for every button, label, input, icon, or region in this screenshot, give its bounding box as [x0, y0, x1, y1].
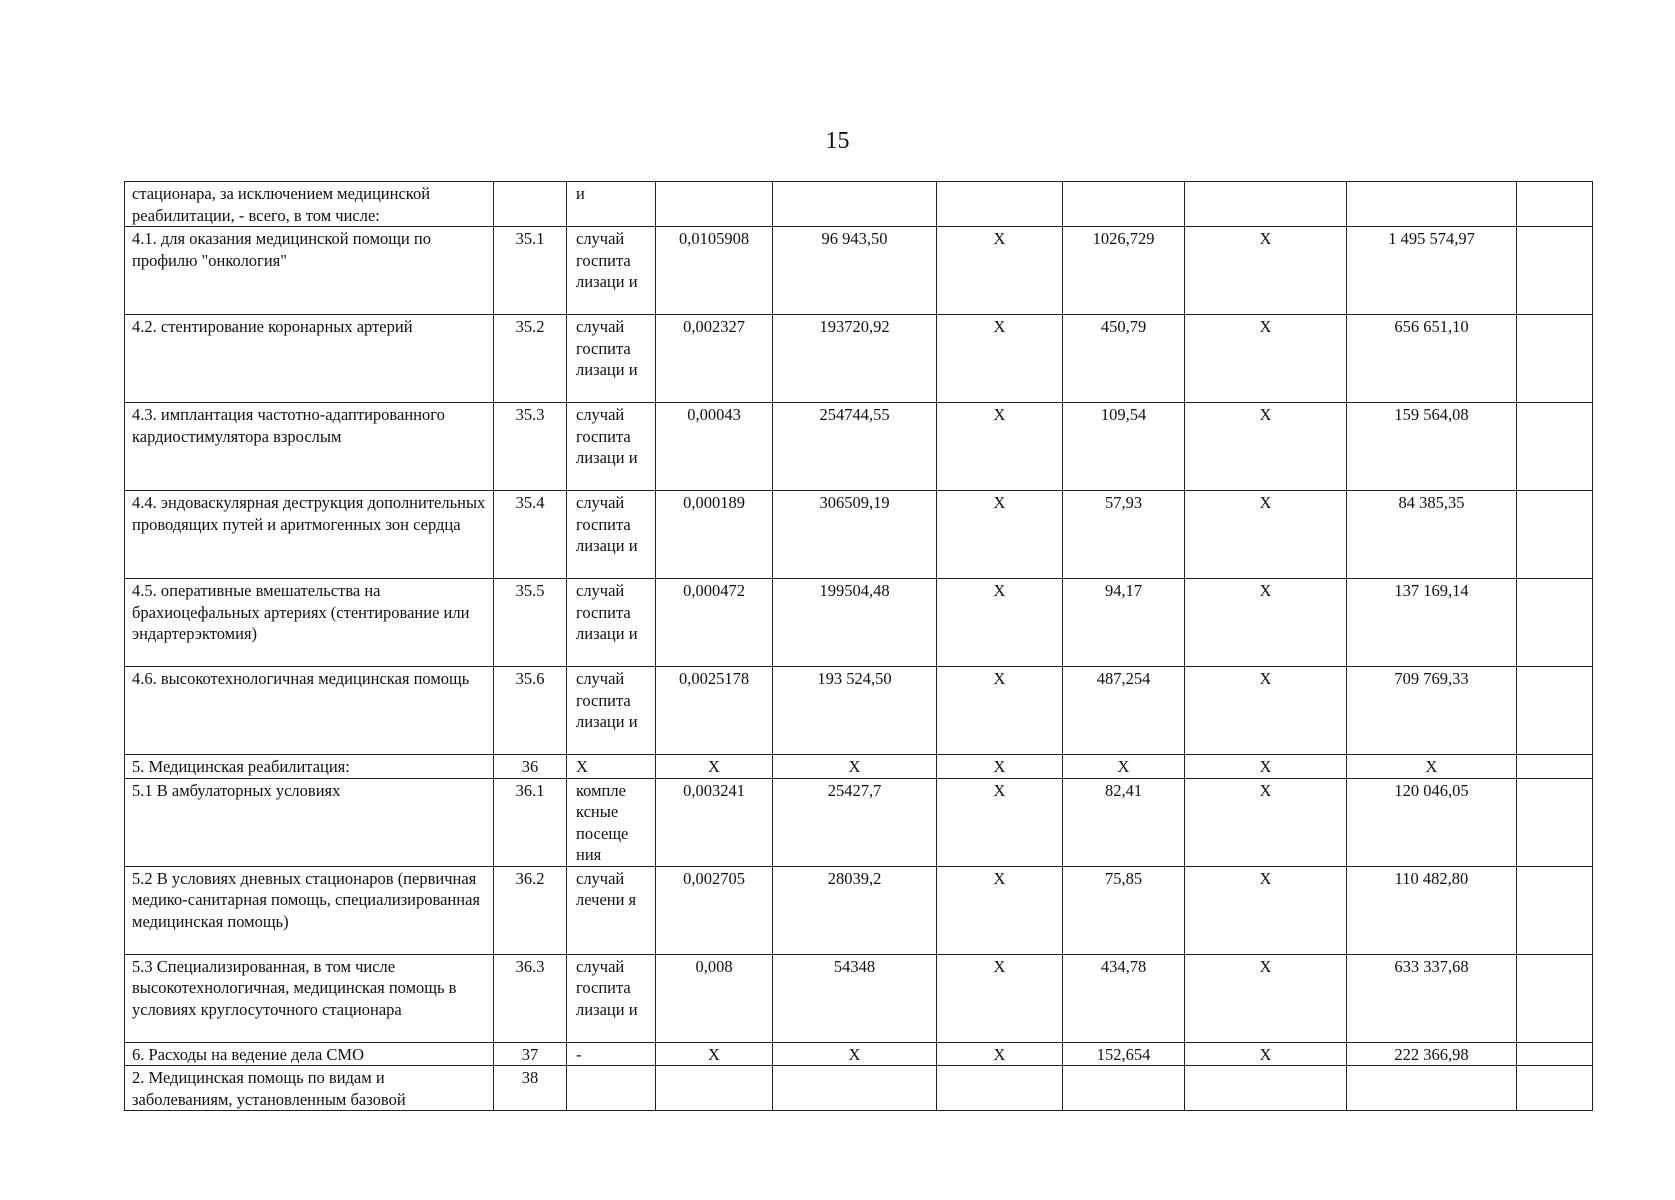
row-value-6: 84 385,35	[1347, 491, 1517, 579]
row-value-4: 82,41	[1063, 778, 1185, 866]
row-unit	[567, 1066, 656, 1111]
row-value-7	[1517, 315, 1593, 403]
row-value-6: 137 169,14	[1347, 579, 1517, 667]
row-value-5: Х	[1185, 1042, 1347, 1066]
row-unit: случай госпита лизаци и	[567, 227, 656, 315]
row-value-7	[1517, 866, 1593, 954]
row-name: 4.3. имплантация частотно-адаптированного кардиостимулятора взрослым	[125, 403, 494, 491]
row-value-4: 487,254	[1063, 667, 1185, 755]
row-value-4: 450,79	[1063, 315, 1185, 403]
row-name: 4.1. для оказания медицинской помощи по профилю "онкология"	[125, 227, 494, 315]
row-name: стационара, за исключением медицинской реабилитации, - всего, в том числе:	[125, 182, 494, 227]
row-code: 36	[494, 755, 567, 779]
row-name: 4.4. эндоваскулярная деструкция дополнительных проводящих путей и аритмогенных зон сердца	[125, 491, 494, 579]
row-value-6: Х	[1347, 755, 1517, 779]
page-number: 15	[825, 128, 850, 154]
row-name: 2. Медицинская помощь по видам и заболеваниям, установленным базовой	[125, 1066, 494, 1111]
row-code: 37	[494, 1042, 567, 1066]
row-value-5	[1185, 182, 1347, 227]
row-value-4: Х	[1063, 755, 1185, 779]
row-value-6: 159 564,08	[1347, 403, 1517, 491]
row-value-4	[1063, 1066, 1185, 1111]
row-code: 38	[494, 1066, 567, 1111]
row-name: 5.1 В амбулаторных условиях	[125, 778, 494, 866]
row-value-7	[1517, 954, 1593, 1042]
table-row	[125, 403, 1593, 491]
row-code	[494, 182, 567, 227]
row-value-1: 0,000189	[656, 491, 773, 579]
row-value-5: Х	[1185, 227, 1347, 315]
row-value-1: 0,0025178	[656, 667, 773, 755]
row-value-2: 306509,19	[773, 491, 937, 579]
row-value-7	[1517, 182, 1593, 227]
table-row	[125, 1066, 1593, 1111]
row-value-4: 75,85	[1063, 866, 1185, 954]
row-code: 36.2	[494, 866, 567, 954]
row-value-1: 0,00043	[656, 403, 773, 491]
table-row	[125, 866, 1593, 954]
row-value-6: 222 366,98	[1347, 1042, 1517, 1066]
tariff-table	[124, 181, 1593, 1111]
row-name: 5.3 Специализированная, в том числе высокотехнологичная, медицинская помощь в условиях круглосуточного стационара	[125, 954, 494, 1042]
row-value-1: 0,003241	[656, 778, 773, 866]
row-value-5: Х	[1185, 755, 1347, 779]
row-code: 35.5	[494, 579, 567, 667]
row-code: 36.3	[494, 954, 567, 1042]
row-value-7	[1517, 403, 1593, 491]
row-value-5: Х	[1185, 579, 1347, 667]
row-code: 35.4	[494, 491, 567, 579]
row-value-1	[656, 1066, 773, 1111]
row-value-4: 1026,729	[1063, 227, 1185, 315]
row-value-2: 28039,2	[773, 866, 937, 954]
row-value-1: Х	[656, 1042, 773, 1066]
row-value-2: 193 524,50	[773, 667, 937, 755]
row-name: 4.5. оперативные вмешательства на брахиоцефальных артериях (стентирование или эндартерэктомия)	[125, 579, 494, 667]
row-value-6	[1347, 1066, 1517, 1111]
row-value-7	[1517, 227, 1593, 315]
row-unit: случай госпита лизаци и	[567, 579, 656, 667]
row-value-3: Х	[937, 227, 1063, 315]
table-row	[125, 182, 1593, 227]
row-unit: -	[567, 1042, 656, 1066]
row-name: 5.2 В условиях дневных стационаров (первичная медико-санитарная помощь, специализированная медицинская помощь)	[125, 866, 494, 954]
row-value-7	[1517, 778, 1593, 866]
row-value-2: 96 943,50	[773, 227, 937, 315]
row-value-6: 633 337,68	[1347, 954, 1517, 1042]
row-unit: случай госпита лизаци и	[567, 954, 656, 1042]
row-value-3: Х	[937, 491, 1063, 579]
row-value-3	[937, 182, 1063, 227]
row-value-4: 152,654	[1063, 1042, 1185, 1066]
row-value-1: 0,002705	[656, 866, 773, 954]
row-code: 35.3	[494, 403, 567, 491]
row-value-2: Х	[773, 755, 937, 779]
row-value-6	[1347, 182, 1517, 227]
row-value-2: 193720,92	[773, 315, 937, 403]
row-value-4	[1063, 182, 1185, 227]
row-unit: случай лечени я	[567, 866, 656, 954]
row-value-1: Х	[656, 755, 773, 779]
row-value-3: Х	[937, 315, 1063, 403]
row-value-4: 434,78	[1063, 954, 1185, 1042]
row-value-2	[773, 1066, 937, 1111]
row-name: 4.6. высокотехнологичная медицинская помощь	[125, 667, 494, 755]
row-value-4: 57,93	[1063, 491, 1185, 579]
row-value-2: 254744,55	[773, 403, 937, 491]
row-name: 4.2. стентирование коронарных артерий	[125, 315, 494, 403]
row-name: 6. Расходы на ведение дела СМО	[125, 1042, 494, 1066]
row-value-1: 0,000472	[656, 579, 773, 667]
row-value-7	[1517, 667, 1593, 755]
row-value-2	[773, 182, 937, 227]
row-value-3: Х	[937, 403, 1063, 491]
row-unit: случай госпита лизаци и	[567, 315, 656, 403]
row-code: 35.6	[494, 667, 567, 755]
row-value-5: Х	[1185, 491, 1347, 579]
row-value-5: Х	[1185, 403, 1347, 491]
row-value-3: Х	[937, 778, 1063, 866]
row-value-2: 199504,48	[773, 579, 937, 667]
row-value-3: Х	[937, 866, 1063, 954]
table-row	[125, 491, 1593, 579]
row-value-2: 54348	[773, 954, 937, 1042]
row-value-7	[1517, 1042, 1593, 1066]
row-unit: Х	[567, 755, 656, 779]
row-value-3: Х	[937, 667, 1063, 755]
row-value-6: 120 046,05	[1347, 778, 1517, 866]
row-code: 35.2	[494, 315, 567, 403]
row-code: 36.1	[494, 778, 567, 866]
table-row	[125, 778, 1593, 866]
row-value-1: 0,008	[656, 954, 773, 1042]
row-value-1: 0,0105908	[656, 227, 773, 315]
table-row	[125, 315, 1593, 403]
row-value-4: 94,17	[1063, 579, 1185, 667]
row-unit: компле ксные посеще ния	[567, 778, 656, 866]
row-value-7	[1517, 1066, 1593, 1111]
table-row	[125, 954, 1593, 1042]
row-value-4: 109,54	[1063, 403, 1185, 491]
row-value-3	[937, 1066, 1063, 1111]
row-code: 35.1	[494, 227, 567, 315]
row-value-5: Х	[1185, 954, 1347, 1042]
table-row	[125, 579, 1593, 667]
row-unit: случай госпита лизаци и	[567, 491, 656, 579]
row-unit: случай госпита лизаци и	[567, 667, 656, 755]
row-value-5: Х	[1185, 866, 1347, 954]
row-value-3: Х	[937, 755, 1063, 779]
row-value-6: 110 482,80	[1347, 866, 1517, 954]
row-value-7	[1517, 491, 1593, 579]
row-value-6: 656 651,10	[1347, 315, 1517, 403]
row-name: 5. Медицинская реабилитация:	[125, 755, 494, 779]
row-value-2: 25427,7	[773, 778, 937, 866]
row-value-6: 709 769,33	[1347, 667, 1517, 755]
row-value-2: Х	[773, 1042, 937, 1066]
row-value-5: Х	[1185, 778, 1347, 866]
row-unit: и	[567, 182, 656, 227]
row-value-1: 0,002327	[656, 315, 773, 403]
row-value-7	[1517, 755, 1593, 779]
row-value-7	[1517, 579, 1593, 667]
table-row	[125, 667, 1593, 755]
row-value-3: Х	[937, 954, 1063, 1042]
table-row	[125, 227, 1593, 315]
row-value-3: Х	[937, 1042, 1063, 1066]
row-value-5: Х	[1185, 315, 1347, 403]
row-value-3: Х	[937, 579, 1063, 667]
row-unit: случай госпита лизаци и	[567, 403, 656, 491]
row-value-1	[656, 182, 773, 227]
row-value-6: 1 495 574,97	[1347, 227, 1517, 315]
table-row	[125, 755, 1593, 779]
table-row	[125, 1042, 1593, 1066]
row-value-5: Х	[1185, 667, 1347, 755]
row-value-5	[1185, 1066, 1347, 1111]
